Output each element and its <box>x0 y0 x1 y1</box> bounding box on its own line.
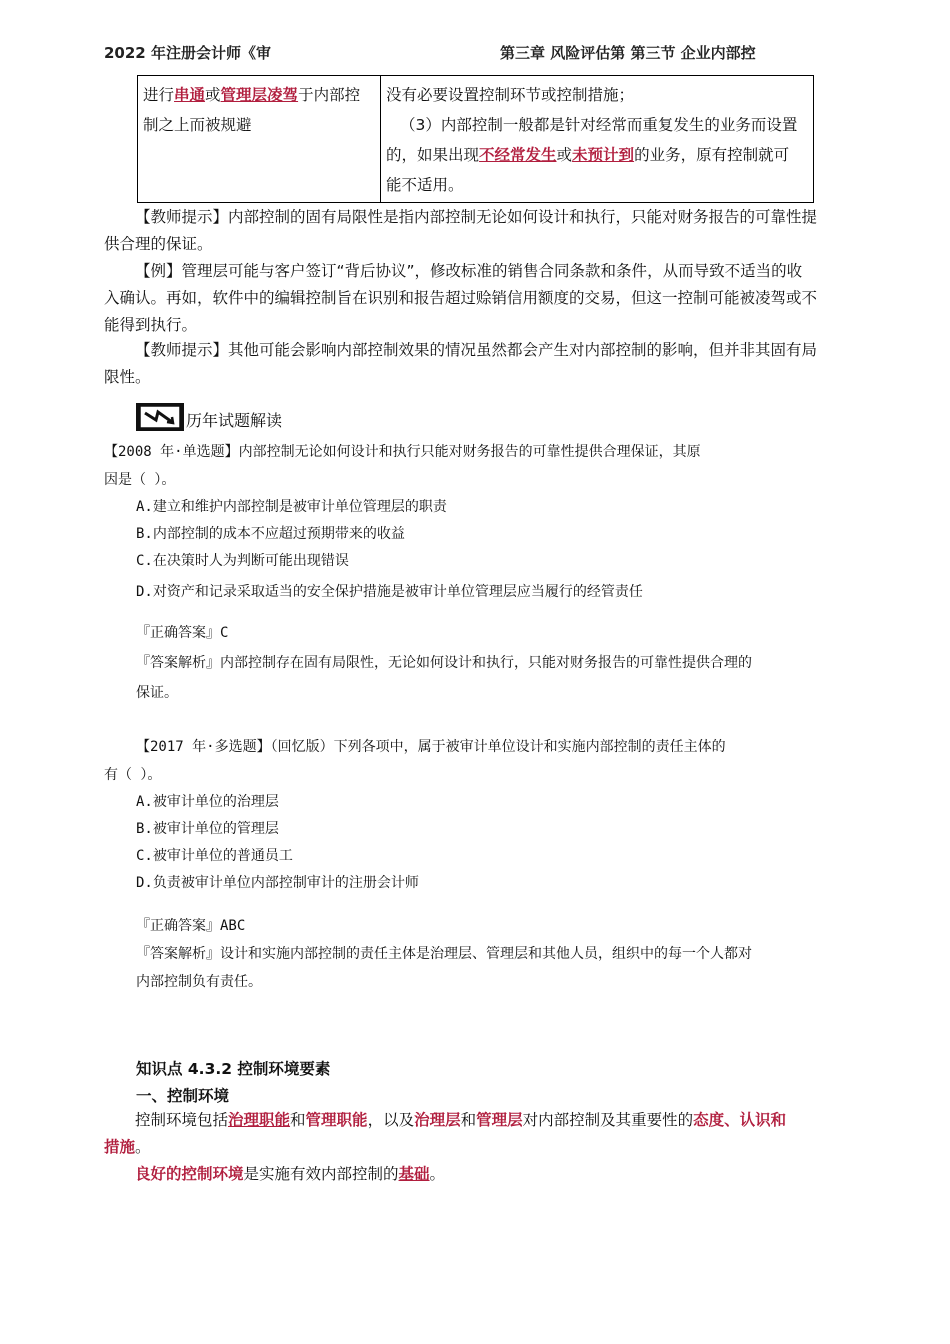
highlight: 良好的控制环境 <box>135 1165 244 1183</box>
cell-line: 能不适用。 <box>386 176 464 194</box>
highlight: 治理职能 <box>228 1111 291 1129</box>
limitations-table <box>137 75 814 203</box>
highlight: 管理层 <box>476 1111 523 1129</box>
page-header-right: 第三章 风险评估第 第三节 企业内部控 <box>500 44 756 62</box>
example-paragraph <box>104 258 849 339</box>
cell-line: 没有必要设置控制环节或控制措施； <box>386 86 635 104</box>
section-heading: 一、控制环境 <box>136 1087 230 1105</box>
cell-line <box>143 80 376 110</box>
answer-analysis: 『答案解析』内部控制存在固有局限性，无论如何设计和执行，只能对财务报告的可靠性提供合理的 <box>136 655 752 671</box>
option-c: C.被审计单位的普通员工 <box>136 848 293 864</box>
text: 或 <box>556 146 573 164</box>
answer-analysis: 内部控制负有责任。 <box>136 974 262 990</box>
answer-analysis: 『答案解析』设计和实施内部控制的责任主体是治理层、管理层和其他人员，组织中的每一个人都对 <box>136 946 752 962</box>
text: 对内部控制及其重要性的 <box>522 1111 694 1129</box>
lightning-icon <box>136 403 184 431</box>
text: 于内部控 <box>298 86 361 104</box>
control-environment-paragraph <box>104 1107 849 1161</box>
text: 的，如果出现 <box>386 146 480 164</box>
option-a: A.被审计单位的治理层 <box>136 794 279 810</box>
highlight: 态度、认识和 <box>693 1111 787 1129</box>
highlight: 治理层 <box>414 1111 461 1129</box>
highlight-unexpected: 未预计到 <box>572 146 635 164</box>
highlight: 管理职能 <box>305 1111 368 1129</box>
text-line: 【教师提示】内部控制的固有局限性是指内部控制无论如何设计和执行，只能对财务报告的可靠性提 <box>135 208 818 226</box>
text: 和 <box>460 1111 477 1129</box>
highlight: 基础 <box>398 1165 430 1183</box>
knowledge-point-title: 知识点 4.3.2 控制环境要素 <box>136 1060 331 1078</box>
question-2-options <box>136 789 419 897</box>
text-line: 【2017 年·多选题】（回忆版）下列各项中，属于被审计单位设计和实施内部控制的责任主体的 <box>136 739 726 755</box>
correct-answer: 『正确答案』C <box>136 625 229 641</box>
question-1-options <box>136 494 643 606</box>
question-1-stem <box>104 438 701 494</box>
text-line: 【教师提示】其他可能会影响内部控制效果的情况虽然都会产生对内部控制的影响，但并非其固有局 <box>135 341 818 359</box>
text: 或 <box>205 86 221 104</box>
text-line <box>104 1161 849 1188</box>
option-b: B.内部控制的成本不应超过预期带来的收益 <box>136 526 405 542</box>
option-d: D.对资产和记录采取适当的安全保护措施是被审计单位管理层应当履行的经管责任 <box>136 584 643 600</box>
text-line <box>104 1107 849 1134</box>
text-line: 因是（ ）。 <box>104 472 176 488</box>
option-b: B.被审计单位的管理层 <box>136 821 279 837</box>
teacher-tip-1 <box>104 204 849 258</box>
answer-analysis: 保证。 <box>136 685 178 701</box>
text: 控制环境包括 <box>135 1111 229 1129</box>
page-header-left: 2022 年注册会计师《审 <box>104 44 271 62</box>
question-1-answer <box>136 618 752 708</box>
text-line: 入确认。再如，软件中的编辑控制旨在识别和报告超过赊销信用额度的交易，但这一控制可能被凌驾或不 <box>104 289 818 307</box>
text-line: 能得到执行。 <box>104 316 198 334</box>
highlight: 措施 <box>104 1138 136 1156</box>
text: 的业务，原有控制就可 <box>634 146 790 164</box>
text-line: 有（ ）。 <box>104 767 162 783</box>
text-line: 【2008 年·单选题】内部控制无论如何设计和执行只能对财务报告的可靠性提供合理保证，其原 <box>104 444 701 460</box>
text: 和 <box>290 1111 306 1129</box>
table-row <box>138 76 814 203</box>
correct-answer: 『正确答案』ABC <box>136 918 246 934</box>
cell-line: （3）内部控制一般都是针对经常而重复发生的业务而设置 <box>400 116 798 134</box>
highlight-infrequent: 不经常发生 <box>479 146 557 164</box>
option-d: D.负责被审计单位内部控制审计的注册会计师 <box>136 875 419 891</box>
cell-line <box>386 140 809 170</box>
text-line: 限性。 <box>104 368 151 386</box>
text: 。 <box>429 1165 446 1183</box>
text: ，以及 <box>367 1111 415 1129</box>
option-c: C.在决策时人为判断可能出现错误 <box>136 553 349 569</box>
cell-line: 制之上而被规避 <box>143 116 252 134</box>
teacher-tip-2 <box>104 337 849 391</box>
text: 是实施有效内部控制的 <box>243 1165 399 1183</box>
table-cell-left <box>138 76 381 203</box>
highlight-collusion: 串通 <box>174 86 206 104</box>
option-a: A.建立和维护内部控制是被审计单位管理层的职责 <box>136 499 447 515</box>
text-line: 供合理的保证。 <box>104 235 213 253</box>
text-line: 【例】管理层可能与客户签订“背后协议”，修改标准的销售合同条款和条件，从而导致不适当的收 <box>135 262 803 280</box>
highlight-management-override: 管理层凌驾 <box>220 86 299 104</box>
text: 进行 <box>143 86 175 104</box>
section-title-past-exams: 历年试题解读 <box>186 411 283 430</box>
question-2-stem <box>104 733 726 789</box>
text-line <box>104 1134 849 1161</box>
table-cell-right <box>381 76 814 203</box>
question-2-answer <box>136 912 752 996</box>
good-environment-paragraph <box>104 1161 849 1188</box>
text: 。 <box>135 1138 151 1156</box>
